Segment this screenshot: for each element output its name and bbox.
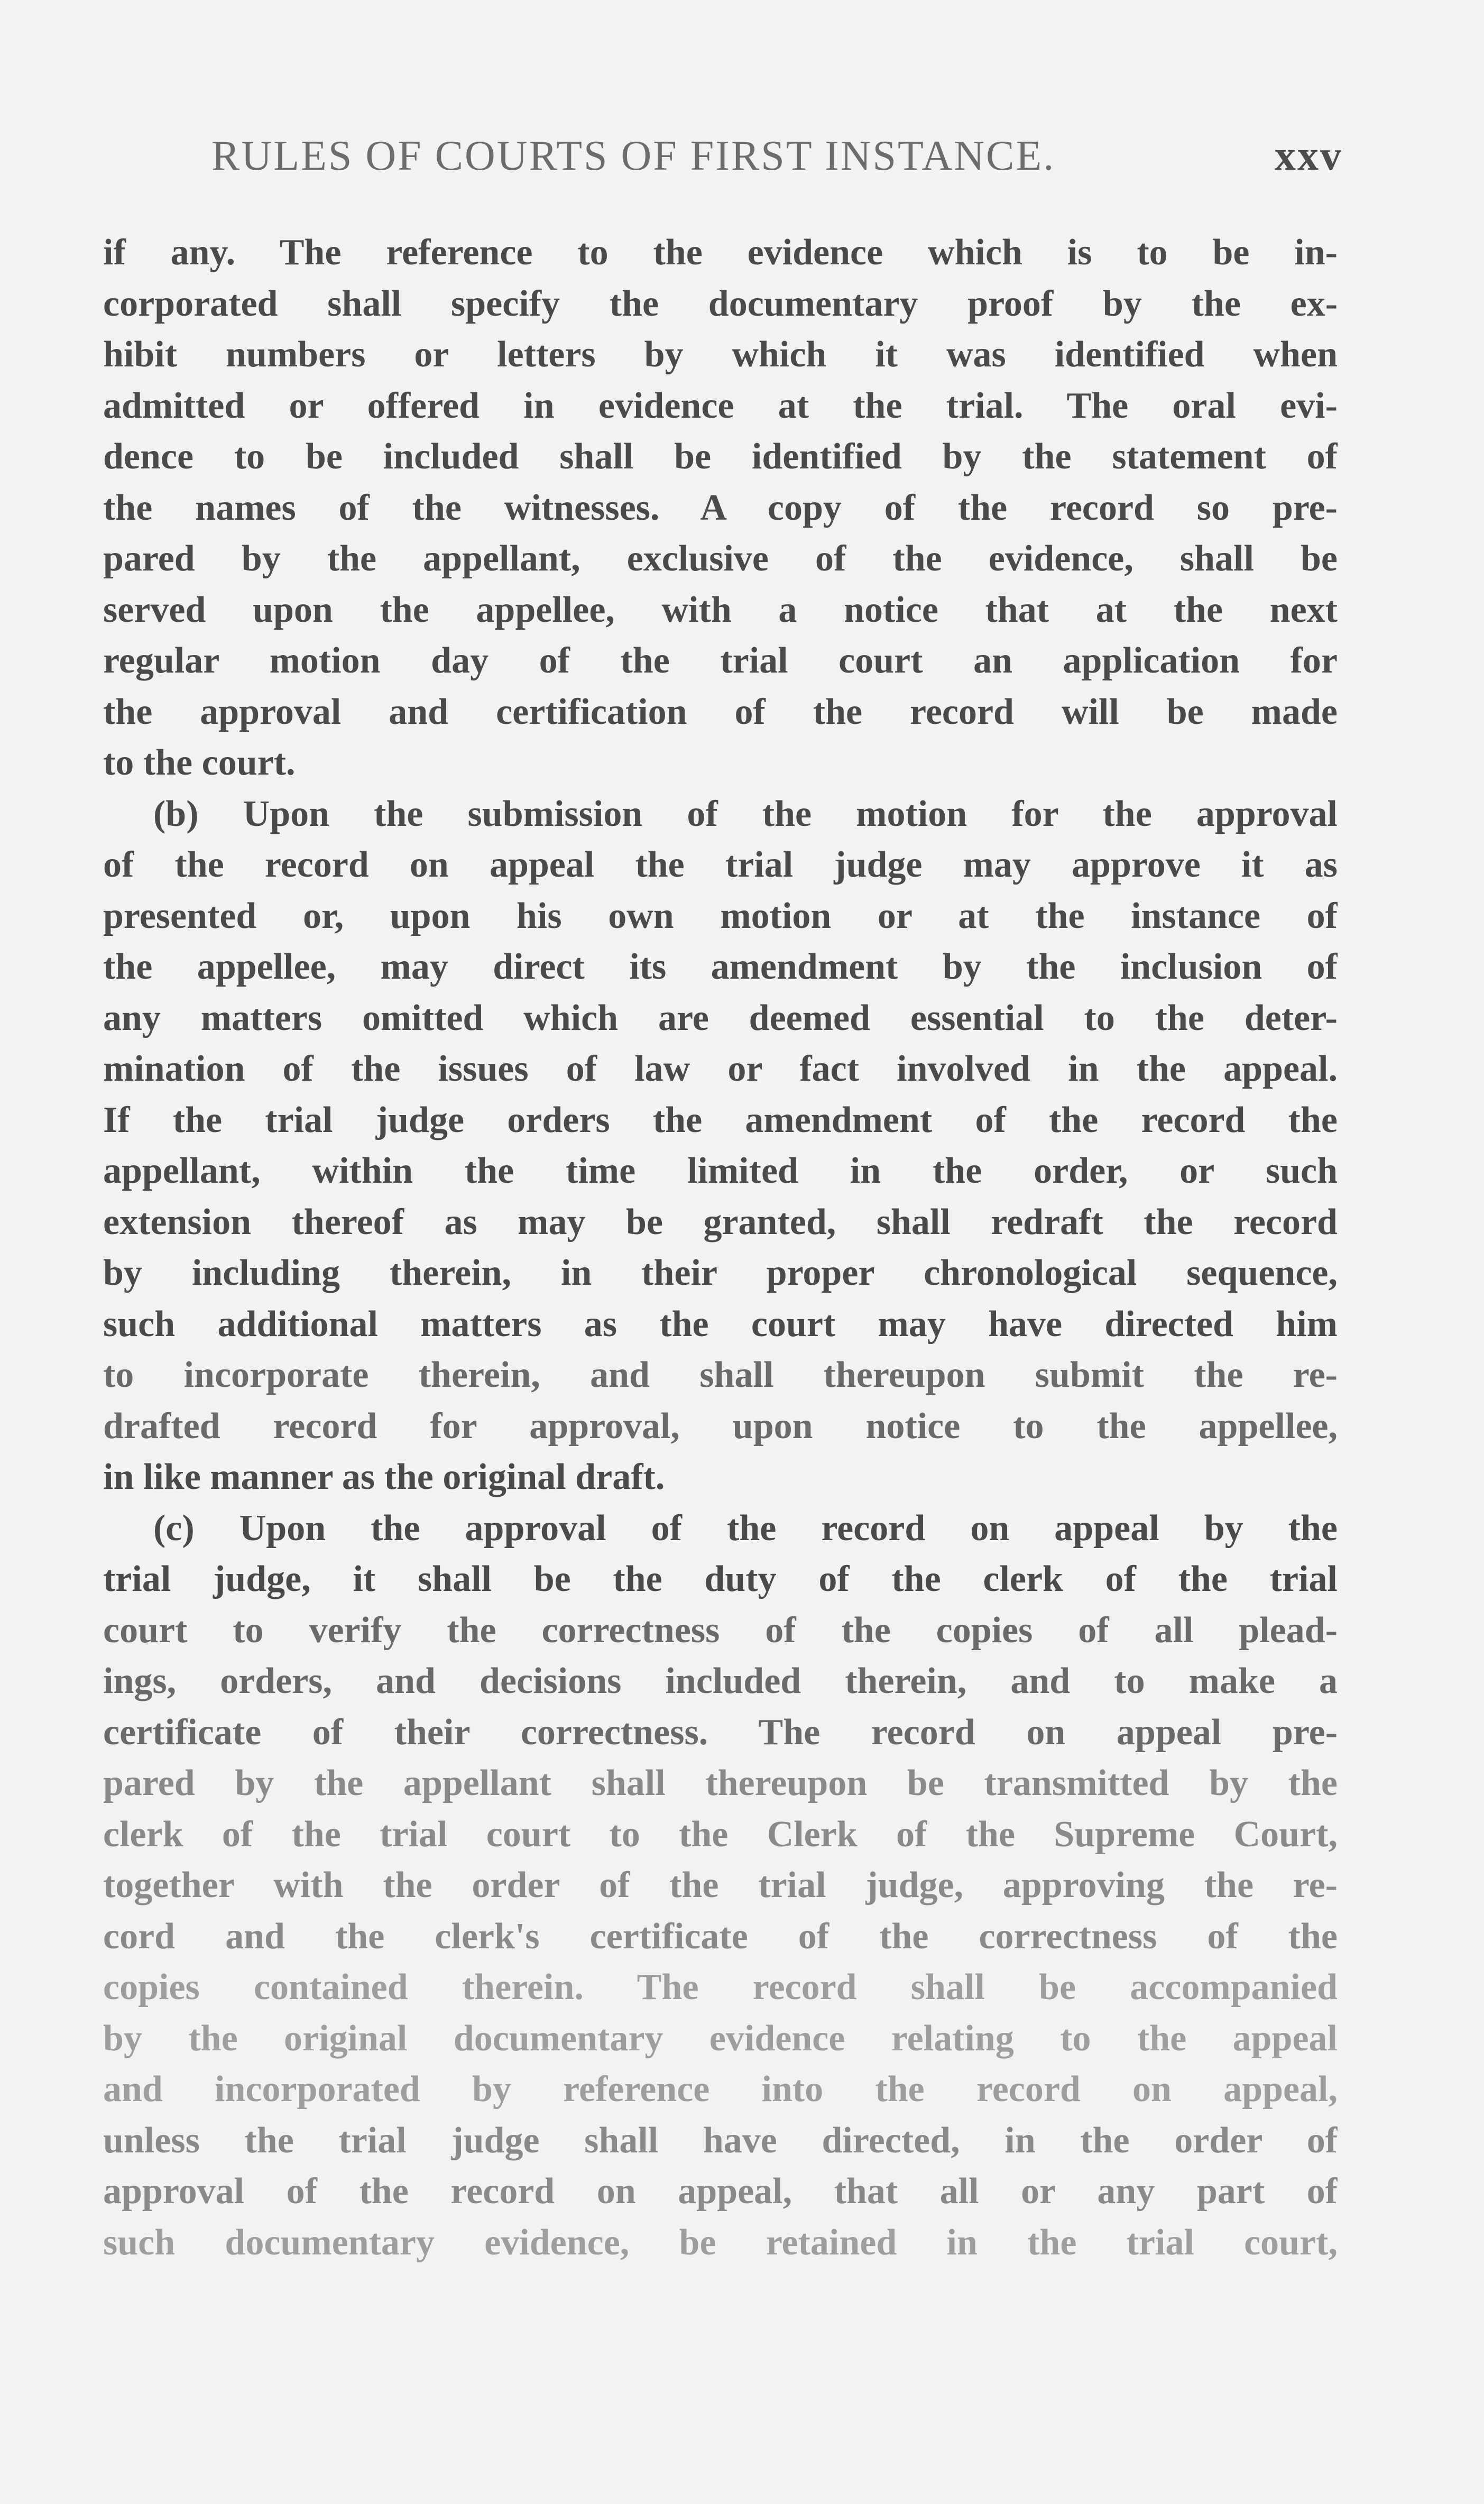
text-line: cord and the clerk's certificate of the correctness of the [103, 1916, 1338, 1957]
text-line: regular motion day of the trial court an application for [103, 640, 1338, 681]
text-line: any matters omitted which are deemed essential to the deter- [103, 997, 1338, 1038]
text-line: admitted or offered in evidence at the trial. The oral evi- [103, 385, 1338, 426]
text-line: presented or, upon his own motion or at the instance of [103, 895, 1338, 936]
text-line: to incorporate therein, and shall thereupon submit the re- [103, 1355, 1338, 1395]
text-line: if any. The reference to the evidence which is to be in- [103, 232, 1338, 273]
text-line: unless the trial judge shall have directed, in the order of [103, 2120, 1338, 2161]
running-head-title: RULES OF COURTS OF FIRST INSTANCE. [211, 133, 1056, 179]
running-head [211, 132, 1343, 185]
text-line: together with the order of the trial judge, approving the re- [103, 1865, 1338, 1905]
text-line: the names of the witnesses. A copy of the record so pre- [103, 487, 1338, 528]
text-line: ings, orders, and decisions included therein, and to make a [103, 1661, 1338, 1701]
text-line: copies contained therein. The record shall be accompanied [103, 1967, 1338, 2008]
paragraph-b-start: (b) Upon the submission of the motion for the approval [153, 793, 1338, 834]
text-line: drafted record for approval, upon notice to the appellee, [103, 1405, 1338, 1447]
text-line: by including therein, in their proper chronological sequence, [103, 1253, 1338, 1293]
paragraph-c-start: (c) Upon the approval of the record on appeal by the [153, 1507, 1338, 1549]
text-line: and incorporated by reference into the record on appeal, [103, 2069, 1338, 2110]
page-number: xxv [1275, 133, 1343, 179]
text-line: If the trial judge orders the amendment of the record the [103, 1099, 1338, 1140]
text-line: approval of the record on appeal, that all or any part of [103, 2171, 1338, 2212]
text-line: the appellee, may direct its amendment by the inclusion of [103, 946, 1338, 987]
text-line: to the court. [103, 742, 296, 783]
text-line: trial judge, it shall be the duty of the clerk of the trial [103, 1559, 1338, 1599]
text-line: hibit numbers or letters by which it was identified when [103, 334, 1338, 375]
text-line: in like manner as the original draft. [103, 1457, 665, 1497]
text-line: certificate of their correctness. The record on appeal pre- [103, 1711, 1338, 1753]
text-line: mination of the issues of law or fact involved in the appeal. [103, 1048, 1338, 1089]
text-line: of the record on appeal the trial judge may approve it as [103, 844, 1338, 885]
text-line: the approval and certification of the record will be made [103, 691, 1338, 732]
body-text [103, 227, 1338, 2268]
text-line: extension thereof as may be granted, shall redraft the record [103, 1201, 1338, 1242]
text-line: by the original documentary evidence relating to the appeal [103, 2018, 1338, 2059]
text-line: served upon the appellee, with a notice that at the next [103, 589, 1338, 630]
text-line: dence to be included shall be identified by the statement of [103, 436, 1338, 477]
text-line: court to verify the correctness of the copies of all plead- [103, 1609, 1338, 1651]
text-line: appellant, within the time limited in the order, or such [103, 1150, 1338, 1191]
text-line: pared by the appellant, exclusive of the evidence, shall be [103, 538, 1338, 579]
text-line: pared by the appellant shall thereupon be transmitted by the [103, 1763, 1338, 1803]
text-line: such documentary evidence, be retained in the trial court, [103, 2222, 1338, 2263]
text-line: such additional matters as the court may have directed him [103, 1303, 1338, 1345]
text-line: corporated shall specify the documentary proof by the ex- [103, 283, 1338, 324]
text-line: clerk of the trial court to the Clerk of the Supreme Court, [103, 1813, 1338, 1855]
